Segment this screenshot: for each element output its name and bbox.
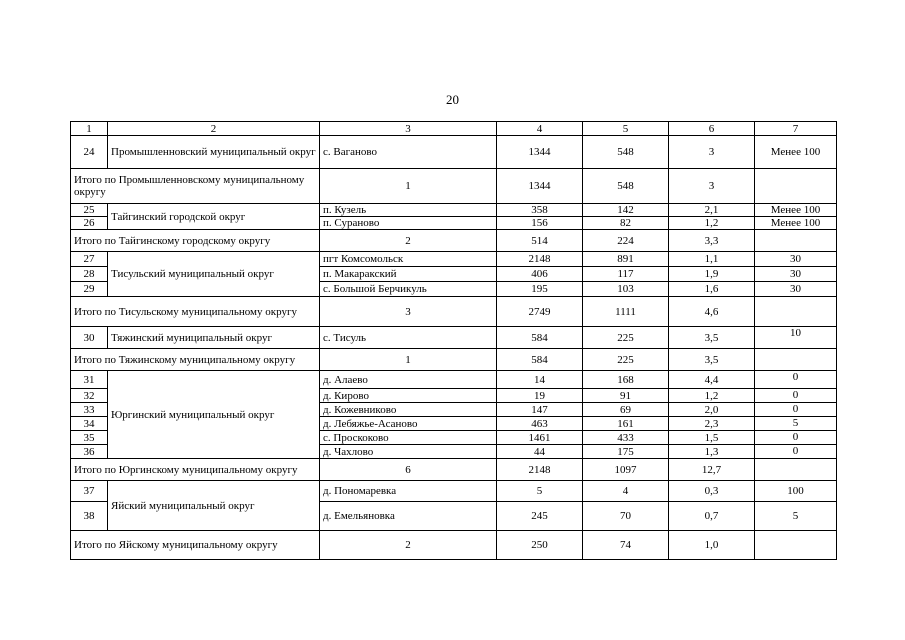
settlement-name: с. Проскоково [320,431,497,445]
value-cell: 1,1 [669,252,755,267]
value-cell: 5 [755,502,837,531]
total-value: 74 [583,531,669,560]
settlements-table [70,121,837,560]
total-value: 584 [497,349,583,371]
total-value: 224 [583,230,669,252]
total-label: Итого по Юргинскому муниципальному округу [71,459,320,481]
value-cell: 1344 [497,136,583,169]
total-count: 2 [320,230,497,252]
value-cell: 1,6 [669,282,755,297]
value-cell: 175 [583,445,669,459]
row-number: 32 [71,389,108,403]
total-value: 1,0 [669,531,755,560]
value-cell: 1,9 [669,267,755,282]
settlement-name: д. Пономаревка [320,481,497,502]
value-cell: 3 [669,136,755,169]
total-label: Итого по Тайгинскому городскому округу [71,230,320,252]
table-row [71,204,837,217]
value-cell: 463 [497,417,583,431]
value-cell: 0 [755,371,837,389]
table-row [71,371,837,389]
total-value: 3,3 [669,230,755,252]
total-label: Итого по Тисульскому муниципальному округу [71,297,320,327]
row-number: 34 [71,417,108,431]
table-row [71,481,837,502]
row-number: 33 [71,403,108,417]
table-row [71,136,837,169]
value-cell: 19 [497,389,583,403]
value-cell: Менее 100 [755,136,837,169]
value-cell: Менее 100 [755,204,837,217]
row-number: 27 [71,252,108,267]
total-value [755,349,837,371]
settlement-name: с. Тисуль [320,327,497,349]
value-cell: 0,7 [669,502,755,531]
total-value: 4,6 [669,297,755,327]
total-label: Итого по Тяжинскому муниципальному округу [71,349,320,371]
district-name: Промышленновский муниципальный округ [108,136,320,169]
value-cell: 245 [497,502,583,531]
row-number: 26 [71,217,108,230]
settlement-name: д. Чахлово [320,445,497,459]
total-count: 3 [320,297,497,327]
row-number: 36 [71,445,108,459]
total-value: 3,5 [669,349,755,371]
value-cell: 0 [755,403,837,417]
settlement-name: д. Кожевниково [320,403,497,417]
district-name: Юргинский муниципальный округ [108,371,320,459]
value-cell: 100 [755,481,837,502]
row-number: 35 [71,431,108,445]
district-name: Яйский муниципальный округ [108,481,320,531]
header-cell: 3 [320,122,497,136]
value-cell: 69 [583,403,669,417]
total-row [71,349,837,371]
settlement-name: пгт Комсомольск [320,252,497,267]
total-row [71,230,837,252]
total-value: 514 [497,230,583,252]
total-value [755,459,837,481]
row-number: 31 [71,371,108,389]
settlement-name: п. Макаракский [320,267,497,282]
total-value: 12,7 [669,459,755,481]
value-cell: 0 [755,389,837,403]
row-number: 24 [71,136,108,169]
value-cell: 0 [755,431,837,445]
settlement-name: д. Емельяновка [320,502,497,531]
value-cell: 2,0 [669,403,755,417]
value-cell: 1461 [497,431,583,445]
value-cell: 548 [583,136,669,169]
header-cell: 7 [755,122,837,136]
value-cell: 30 [755,267,837,282]
value-cell: 225 [583,327,669,349]
value-cell: 103 [583,282,669,297]
value-cell: 168 [583,371,669,389]
settlement-name: д. Алаево [320,371,497,389]
district-name: Тайгинский городской округ [108,204,320,230]
header-cell: 4 [497,122,583,136]
total-value [755,230,837,252]
header-cell: 1 [71,122,108,136]
header-cell: 6 [669,122,755,136]
settlement-name: п. Кузель [320,204,497,217]
total-row [71,169,837,204]
total-value [755,297,837,327]
page-number: 20 [446,92,459,107]
total-label: Итого по Промышленновскому муниципальному округу [71,169,320,204]
total-value: 1111 [583,297,669,327]
total-value: 548 [583,169,669,204]
header-cell: 2 [108,122,320,136]
total-value: 1344 [497,169,583,204]
total-row [71,297,837,327]
value-cell: 0 [755,445,837,459]
value-cell: 5 [755,417,837,431]
value-cell: Менее 100 [755,217,837,230]
total-value: 225 [583,349,669,371]
total-value: 3 [669,169,755,204]
value-cell: 406 [497,267,583,282]
settlement-name: д. Лебяжье-Асаново [320,417,497,431]
total-row [71,459,837,481]
value-cell: 2,3 [669,417,755,431]
value-cell: 358 [497,204,583,217]
value-cell: 30 [755,282,837,297]
row-number: 30 [71,327,108,349]
header-cell: 5 [583,122,669,136]
settlement-name: с. Ваганово [320,136,497,169]
header-row [71,122,837,136]
table-row [71,327,837,349]
row-number: 28 [71,267,108,282]
total-row [71,531,837,560]
value-cell: 0,3 [669,481,755,502]
value-cell: 3,5 [669,327,755,349]
total-count: 1 [320,349,497,371]
total-value: 1097 [583,459,669,481]
value-cell: 44 [497,445,583,459]
value-cell: 891 [583,252,669,267]
value-cell: 142 [583,204,669,217]
total-value: 250 [497,531,583,560]
total-value [755,169,837,204]
value-cell: 4 [583,481,669,502]
total-count: 6 [320,459,497,481]
total-value: 2148 [497,459,583,481]
total-count: 1 [320,169,497,204]
total-count: 2 [320,531,497,560]
value-cell: 147 [497,403,583,417]
value-cell: 91 [583,389,669,403]
settlement-name: д. Кирово [320,389,497,403]
value-cell: 1,3 [669,445,755,459]
value-cell: 195 [497,282,583,297]
total-value [755,531,837,560]
value-cell: 1,2 [669,389,755,403]
settlement-name: с. Большой Берчикуль [320,282,497,297]
total-label: Итого по Яйскому муниципальному округу [71,531,320,560]
table-row [71,252,837,267]
row-number: 37 [71,481,108,502]
value-cell: 433 [583,431,669,445]
value-cell: 584 [497,327,583,349]
value-cell: 14 [497,371,583,389]
value-cell: 82 [583,217,669,230]
value-cell: 10 [755,327,837,349]
settlement-name: п. Сураново [320,217,497,230]
value-cell: 70 [583,502,669,531]
value-cell: 2148 [497,252,583,267]
value-cell: 161 [583,417,669,431]
value-cell: 5 [497,481,583,502]
value-cell: 1,2 [669,217,755,230]
value-cell: 117 [583,267,669,282]
row-number: 25 [71,204,108,217]
total-value: 2749 [497,297,583,327]
value-cell: 2,1 [669,204,755,217]
row-number: 38 [71,502,108,531]
value-cell: 30 [755,252,837,267]
value-cell: 156 [497,217,583,230]
value-cell: 1,5 [669,431,755,445]
value-cell: 4,4 [669,371,755,389]
district-name: Тисульский муниципальный округ [108,252,320,297]
row-number: 29 [71,282,108,297]
district-name: Тяжинский муниципальный округ [108,327,320,349]
